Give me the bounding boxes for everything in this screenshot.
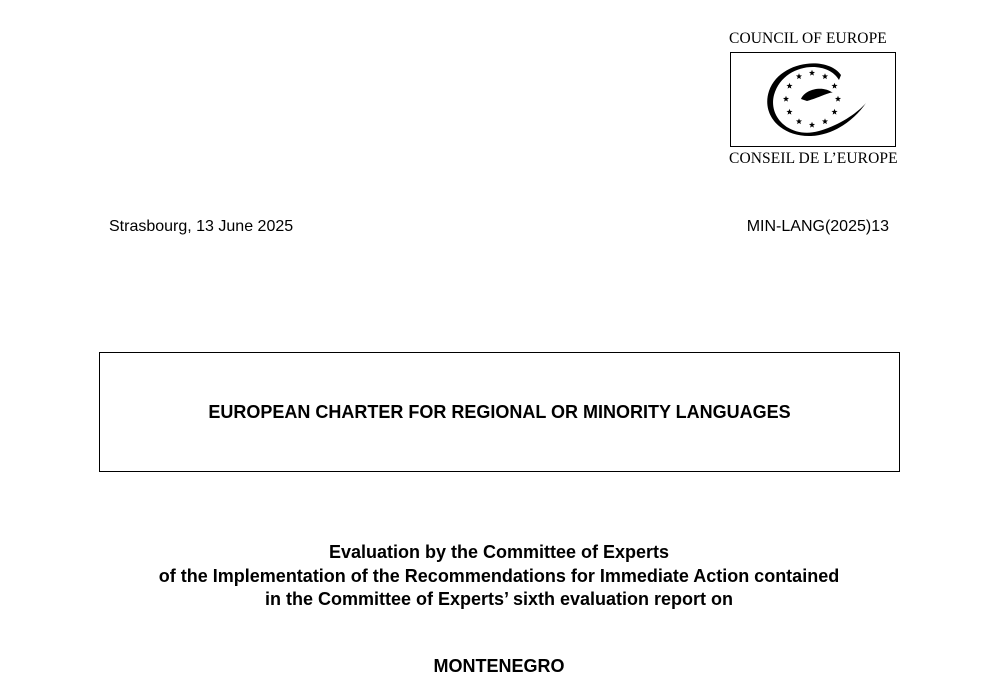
star-icon bbox=[822, 73, 828, 79]
star-icon bbox=[796, 118, 802, 124]
star-icon bbox=[835, 96, 841, 102]
star-icon bbox=[831, 83, 837, 89]
org-name-english: COUNCIL OF EUROPE bbox=[729, 30, 887, 47]
star-icon bbox=[809, 122, 815, 128]
star-icon bbox=[786, 109, 792, 115]
org-name-french: CONSEIL DE L’EUROPE bbox=[729, 150, 898, 167]
charter-title-box bbox=[99, 352, 900, 472]
star-icon bbox=[809, 70, 815, 76]
star-icon bbox=[783, 96, 789, 102]
logo-frame bbox=[730, 52, 896, 147]
evaluation-heading bbox=[0, 541, 998, 612]
charter-title: EUROPEAN CHARTER FOR REGIONAL OR MINORITY LANGUAGES bbox=[208, 401, 791, 422]
document-reference: MIN-LANG(2025)13 bbox=[746, 218, 889, 235]
star-icon bbox=[831, 109, 837, 115]
evaluation-line-3: in the Committee of Experts’ sixth evaluation report on bbox=[264, 589, 734, 609]
evaluation-line-1: Evaluation by the Committee of Experts bbox=[328, 542, 670, 562]
country-name: MONTENEGRO bbox=[433, 656, 565, 676]
council-of-europe-logo-icon bbox=[731, 53, 897, 148]
evaluation-line-2: of the Implementation of the Recommendations for Immediate Action contained bbox=[158, 565, 840, 586]
star-icon bbox=[822, 118, 828, 124]
place-and-date: Strasbourg, 13 June 2025 bbox=[109, 218, 294, 235]
star-icon bbox=[796, 73, 802, 79]
council-of-europe-logo bbox=[728, 30, 900, 168]
star-icon bbox=[786, 83, 792, 89]
